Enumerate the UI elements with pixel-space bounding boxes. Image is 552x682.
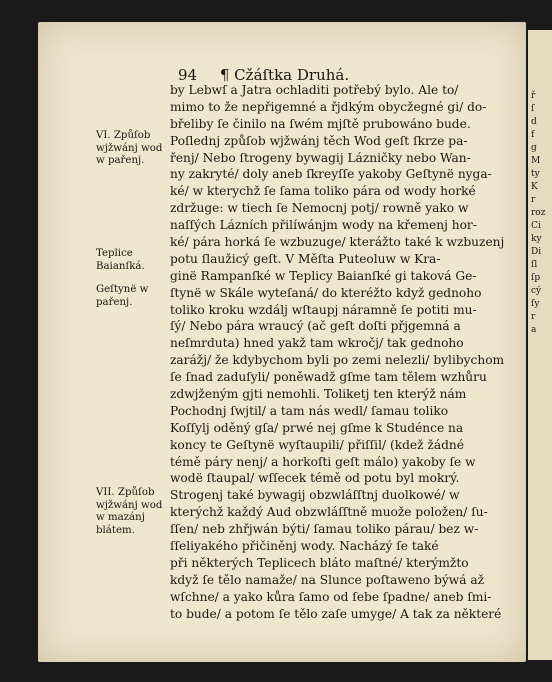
edge-fragment: K: [531, 182, 538, 192]
text-line: to bude/ a potom ſe tělo zaſe umyge/ A tak za některé: [170, 606, 502, 621]
text-line: když ſe tělo namaže/ na Slunce poſtaweno býwá až: [170, 572, 485, 587]
text-line: zarážj/ že kdybychom byli po zemi nelezli/ bylibychom: [170, 353, 505, 368]
text-line: wodë ſtaupal/ wſſecek témě od potu byl mokrý.: [170, 471, 460, 486]
text-line: wſchne/ a yako kůra ſamo od ſebe ſpadne/ aneb ſmi-: [170, 589, 492, 604]
text-line: by Lebwſ a Jatra ochladiti potřebý bylo. Ale to/: [170, 83, 459, 97]
edge-fragment: Di: [531, 247, 542, 257]
text-line: ſſen/ neb zhřjwán býti/ ſamau toliko párau/ bez w-: [170, 522, 479, 537]
text-line: ginë Rampanſké w Teplicy Baianſké gi taková Ge-: [170, 268, 477, 283]
next-page-edge: [528, 30, 552, 660]
text-line: při některých Teplicech bláto maſtné/ kterýmžto: [170, 555, 469, 570]
text-line: toliko kroku wzdálj wſtaupj náramně ſe potiti mu-: [170, 302, 477, 317]
edge-fragment: ſy: [531, 299, 540, 309]
text-line: mimo to že nepřigemné a řjdkým obycžegné gi/ do-: [170, 99, 487, 114]
edge-fragment: cý: [531, 286, 542, 296]
edge-fragment: ř: [531, 91, 536, 101]
text-line: řenj/ Nebo ſtrogeny bywagij Lázničky nebo Wan-: [170, 150, 471, 165]
text-line: témě páry nenj/ a horkoſti geſt málo) yakoby ſe w: [170, 454, 476, 469]
edge-fragment: ſl: [531, 260, 538, 270]
text-line: koncy te Geſtynë wyſtaupili/ přiſſil/ (kdež žádné: [170, 437, 464, 452]
edge-fragment: a: [531, 325, 537, 335]
edge-fragment: roz: [531, 208, 546, 218]
text-line: ſſeliyakého přičiněnj wody. Nacházý ſe také: [170, 539, 439, 554]
edge-fragment: ſ: [531, 104, 535, 114]
text-line: neſmrduta) hned yakž tam wkročj/ tak gednoho: [170, 336, 464, 351]
text-line: Strogenj také bywagij obzwláſſtnj duolkowé/ w: [170, 488, 460, 503]
text-line: Koſſylj oděný gſa/ prwé nej gſme k Studénce na: [170, 420, 464, 435]
edge-fragment: M: [531, 156, 541, 166]
margin-note-vii: VII. Způſob wjžwánj wod w mazánj blátem.: [96, 487, 163, 536]
edge-fragment: r: [531, 195, 536, 205]
text-line: ké/ pára horká ſe wzbuzuge/ kterážto také k wzbuzenj: [170, 235, 505, 250]
edge-fragment: f: [531, 130, 535, 140]
text-line: ſý/ Nebo pára wraucý (ač geſt doſti přjgemná a: [170, 319, 461, 334]
text-line: kterýchž každý Aud obzwláſſtně muože položen/ ſu-: [170, 505, 488, 520]
text-line: naſſých Lázních přilíwánjm wody na křemenj hor-: [170, 218, 477, 233]
text-line: břeliby ſe činilo na ſwém mjſtě prubowáno bude.: [170, 116, 471, 131]
text-line: potu ſlaužicý geſt. V Měſta Puteoluw w Kra-: [170, 251, 441, 266]
edge-fragment: ſp: [531, 273, 541, 283]
text-line: Pochodnj ſwjtil/ a tam nás wedl/ ſamau toliko: [170, 403, 449, 418]
text-line: zdržuge: w tiech ſe Nemocnj potj/ rowně yako w: [170, 201, 469, 216]
margin-note-vi: VI. Způſob wjžwánj wod w pařenj.: [96, 130, 163, 166]
edge-fragment: r: [531, 312, 536, 322]
main-text-block: [170, 82, 510, 623]
margin-note-gestyne: Geſtynë w pařenj.: [96, 284, 149, 308]
edge-fragment: g: [531, 143, 537, 153]
edge-fragment: Ci: [531, 221, 541, 231]
edge-fragment: ky: [531, 234, 542, 244]
text-line: Poſlednj způſob wjžwánj těch Wod geſt ſkrze pa-: [170, 133, 468, 148]
text-line: ny zakryté/ doly aneb ſkreyſſe yakoby Geſtynë nyga-: [170, 167, 492, 182]
text-line: ké/ w kterychž ſe ſama toliko pára od wody horké: [170, 184, 476, 199]
page-number: 94: [178, 66, 198, 84]
edge-fragment: d: [531, 117, 537, 127]
text-line: ſtynë w Skále wyteſaná/ do kteréžto když gednoho: [170, 285, 482, 300]
margin-note-teplice: Teplice Baianſká.: [96, 248, 145, 272]
text-line: zdwjženým gjti nemohli. Toliketj ten kterýž nám: [170, 387, 467, 402]
running-title: ¶ Cžáſtka Druhá.: [219, 66, 350, 84]
text-line: ſe ſnad zaduſyli/ poněwadž gſme tam tělem wzhůru: [170, 370, 487, 385]
edge-fragment: ty: [531, 169, 540, 179]
edge-fragments: [528, 30, 552, 337]
